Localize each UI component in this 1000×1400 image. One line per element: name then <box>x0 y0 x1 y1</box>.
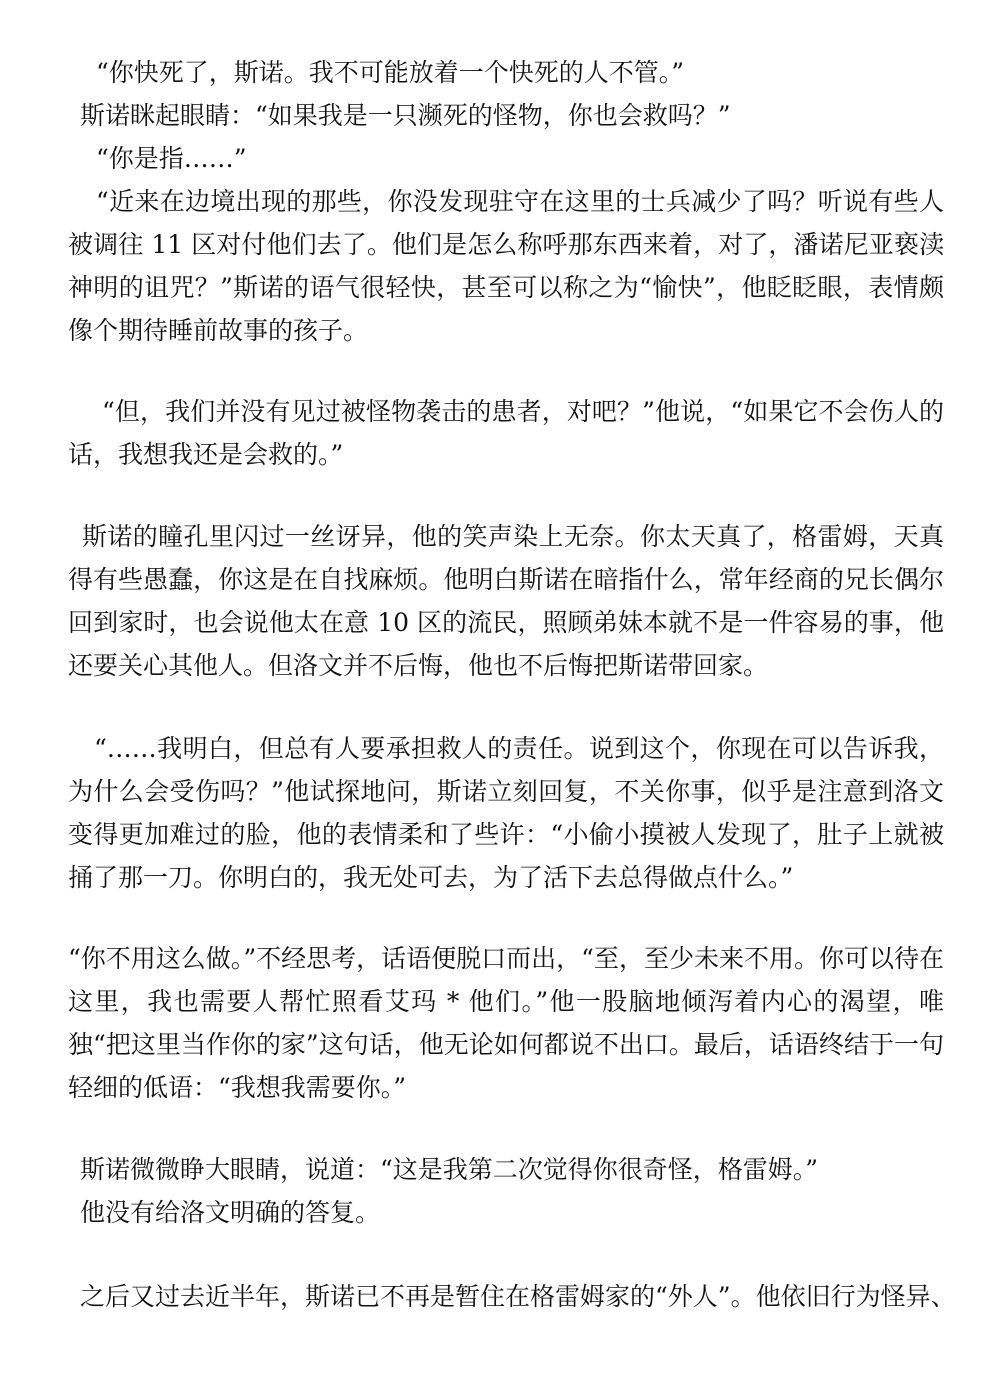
paragraph-border-curse: “近来在边境出现的那些，你没发现驻守在这里的士兵减少了吗？听说有些人被调往 11 区对付他们去了。他们是怎么称呼那东西来着，对了，潘诺尼亚亵渎神明的诅咒？”斯诺的语气很轻快，甚至可以称之为“愉快”，他眨眨眼，表情颇像个期待睡前故事的孩子。 <box>68 187 944 345</box>
dialogue-line-1: “你快死了，斯诺。我不可能放着一个快死的人不管。” <box>96 58 685 87</box>
dialogue-line-3: “你是指……” <box>96 144 247 173</box>
paragraph-responsibility: “……我明白，但总有人要承担救人的责任。说到这个，你现在可以告诉我，为什么会受伤吗？”他试探地问，斯诺立刻回复，不关你事，似乎是注意到洛文变得更加难过的脸，他的表情柔和了些许：“小偷小摸被人发现了，肚子上就被捅了那一刀。你明白的，我无处可去，为了活下去总得做点什么。” <box>68 734 944 892</box>
narration-half-year: 之后又过去近半年，斯诺已不再是暂住在格雷姆家的“外人”。他依旧行为怪异、 <box>80 1282 956 1311</box>
paragraph-would-save: “但，我们并没有见过被怪物袭击的患者，对吧？”他说，“如果它不会伤人的话，我想我还是会救的。” <box>68 397 944 469</box>
narration-no-answer: 他没有给洛文明确的答复。 <box>80 1198 381 1227</box>
paragraph-need-you: “你不用这么做。”不经思考，话语便脱口而出，“至，至少未来不用。你可以待在这里，我也需要人帮忙照看艾玛 * 他们。”他一股脑地倾泻着内心的渴望，唯独“把这里当作你的家”这句话，他无论如何都说不出口。最后，话语终结于一句轻细的低语：“我想我需要你。” <box>68 944 944 1102</box>
paragraph-too-naive: 斯诺的瞳孔里闪过一丝讶异，他的笑声染上无奈。你太天真了，格雷姆，天真得有些愚蠢，你这是在自找麻烦。他明白斯诺在暗指什么，常年经商的兄长偶尔回到家时，也会说他太在意 10 区的流民，照顾弟妹本就不是一件容易的事，他还要关心其他人。但洛文并不后悔，他也不后悔把斯诺带回家。 <box>68 522 944 680</box>
dialogue-line-2: 斯诺眯起眼睛：“如果我是一只濒死的怪物，你也会救吗？” <box>80 101 731 130</box>
dialogue-line-strange: 斯诺微微睁大眼睛，说道：“这是我第二次觉得你很奇怪，格雷姆。” <box>80 1155 819 1184</box>
